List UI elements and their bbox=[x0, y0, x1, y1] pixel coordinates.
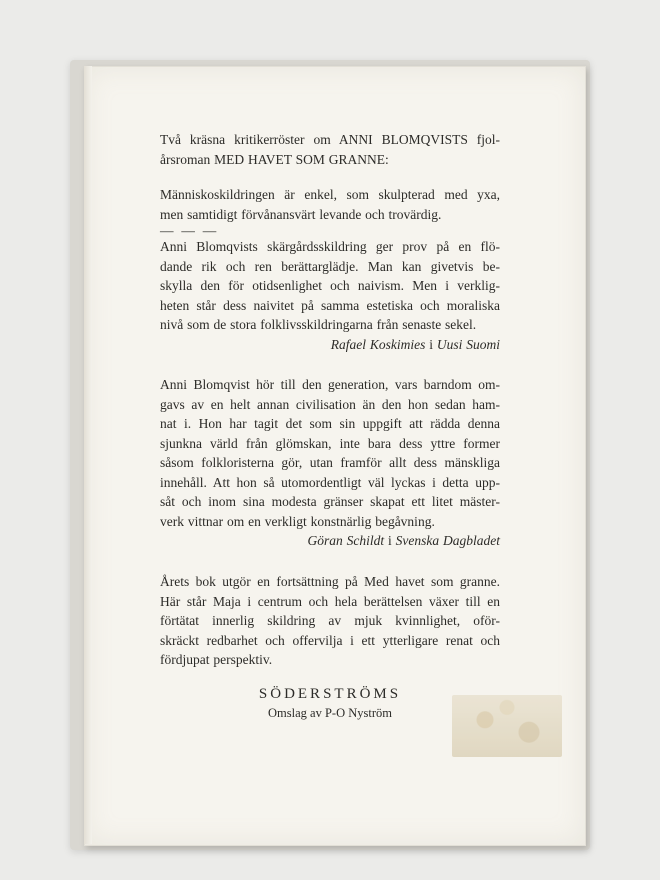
separator: — — — bbox=[160, 223, 219, 238]
attribution-source: Uusi Suomi bbox=[436, 336, 500, 352]
quote-line: såt och inom sina modesta gränser skapat ett litet mäster- bbox=[160, 494, 500, 509]
attribution-conj: i bbox=[388, 533, 392, 548]
quote-line: dande rik och ren berättarglädje. Man kan givetvis be- bbox=[160, 258, 500, 274]
blurb-line: Årets bok utgör en fortsättning på Med havet som granne. bbox=[160, 574, 500, 589]
quote-line: innehåll. Att hon så utomordentligt väl lyckas i detta upp- bbox=[160, 474, 500, 490]
quote-line: men samtidigt förvånansvärt levande och trovärdig. bbox=[160, 206, 442, 222]
cover-edge bbox=[84, 66, 92, 844]
quote-line: Anni Blomqvist hör till den generation, vars barndom om- bbox=[160, 377, 500, 392]
attribution-conj: i bbox=[429, 336, 433, 352]
attribution-author: Rafael Koskimies bbox=[330, 336, 426, 352]
quote-line: Anni Blomqvists skärgårdsskildring ger prov på en flö- bbox=[160, 239, 500, 254]
intro-line: årsroman MED HAVET SOM GRANNE: bbox=[160, 151, 389, 167]
quote-line: sjunkna värld från glömskan, inte bara dess yttre former bbox=[160, 435, 500, 451]
blurb-line: skräckt redbarhet och offervilja i ett ytterligare renat och bbox=[160, 632, 500, 648]
attribution-koskimies bbox=[160, 335, 500, 355]
publisher-name: SÖDERSTRÖMS bbox=[258, 686, 402, 702]
intro-line: Två kräsna kritikerröster om ANNI BLOMQVISTS fjol- bbox=[160, 132, 500, 147]
attribution-schildt bbox=[160, 531, 500, 551]
attribution-author: Göran Schildt bbox=[307, 533, 385, 548]
quote-line: heten står dess naivitet på samma estetiska och moraliska bbox=[160, 297, 500, 313]
quote-line: Människoskildringen är enkel, som skulpterad med yxa, bbox=[160, 187, 500, 202]
review-quote-3 bbox=[160, 375, 500, 551]
review-quote-1 bbox=[160, 185, 500, 238]
intro-paragraph bbox=[160, 130, 500, 169]
quote-line: nivå som de stora folklivsskildringarna från senaste sekel. bbox=[160, 317, 477, 332]
review-quote-2 bbox=[160, 237, 500, 354]
blurb-line: förtätat innerlig skildring av mjuk kvinnlighet, oför- bbox=[160, 613, 500, 628]
quote-line: skylla den för otidsenlighet och naivism. Men i verklig- bbox=[160, 278, 500, 293]
quote-line: gavs av en helt annan civilisation än den hon sedan ham- bbox=[160, 396, 500, 412]
blurb-line: fördjupat perspektiv. bbox=[160, 652, 273, 667]
cover-credit: Omslag av P-O Nyström bbox=[268, 706, 392, 720]
blurb-line: Här står Maja i centrum och hela berättelsen växer till en bbox=[160, 593, 500, 609]
attribution-source: Svenska Dagbladet bbox=[395, 533, 500, 548]
book-blurb bbox=[160, 572, 500, 670]
quote-line: såsom folkloristerna gör, utan framför allt dess mänskliga bbox=[160, 455, 500, 470]
quote-line: nat i. Hon har tagit det som sin uppgift att rädda denna bbox=[160, 416, 500, 431]
quote-line: verk vittnar om en verkligt konstnärlig begåvning. bbox=[160, 513, 435, 529]
publisher-block bbox=[160, 684, 500, 722]
sticker-residue bbox=[452, 695, 562, 757]
